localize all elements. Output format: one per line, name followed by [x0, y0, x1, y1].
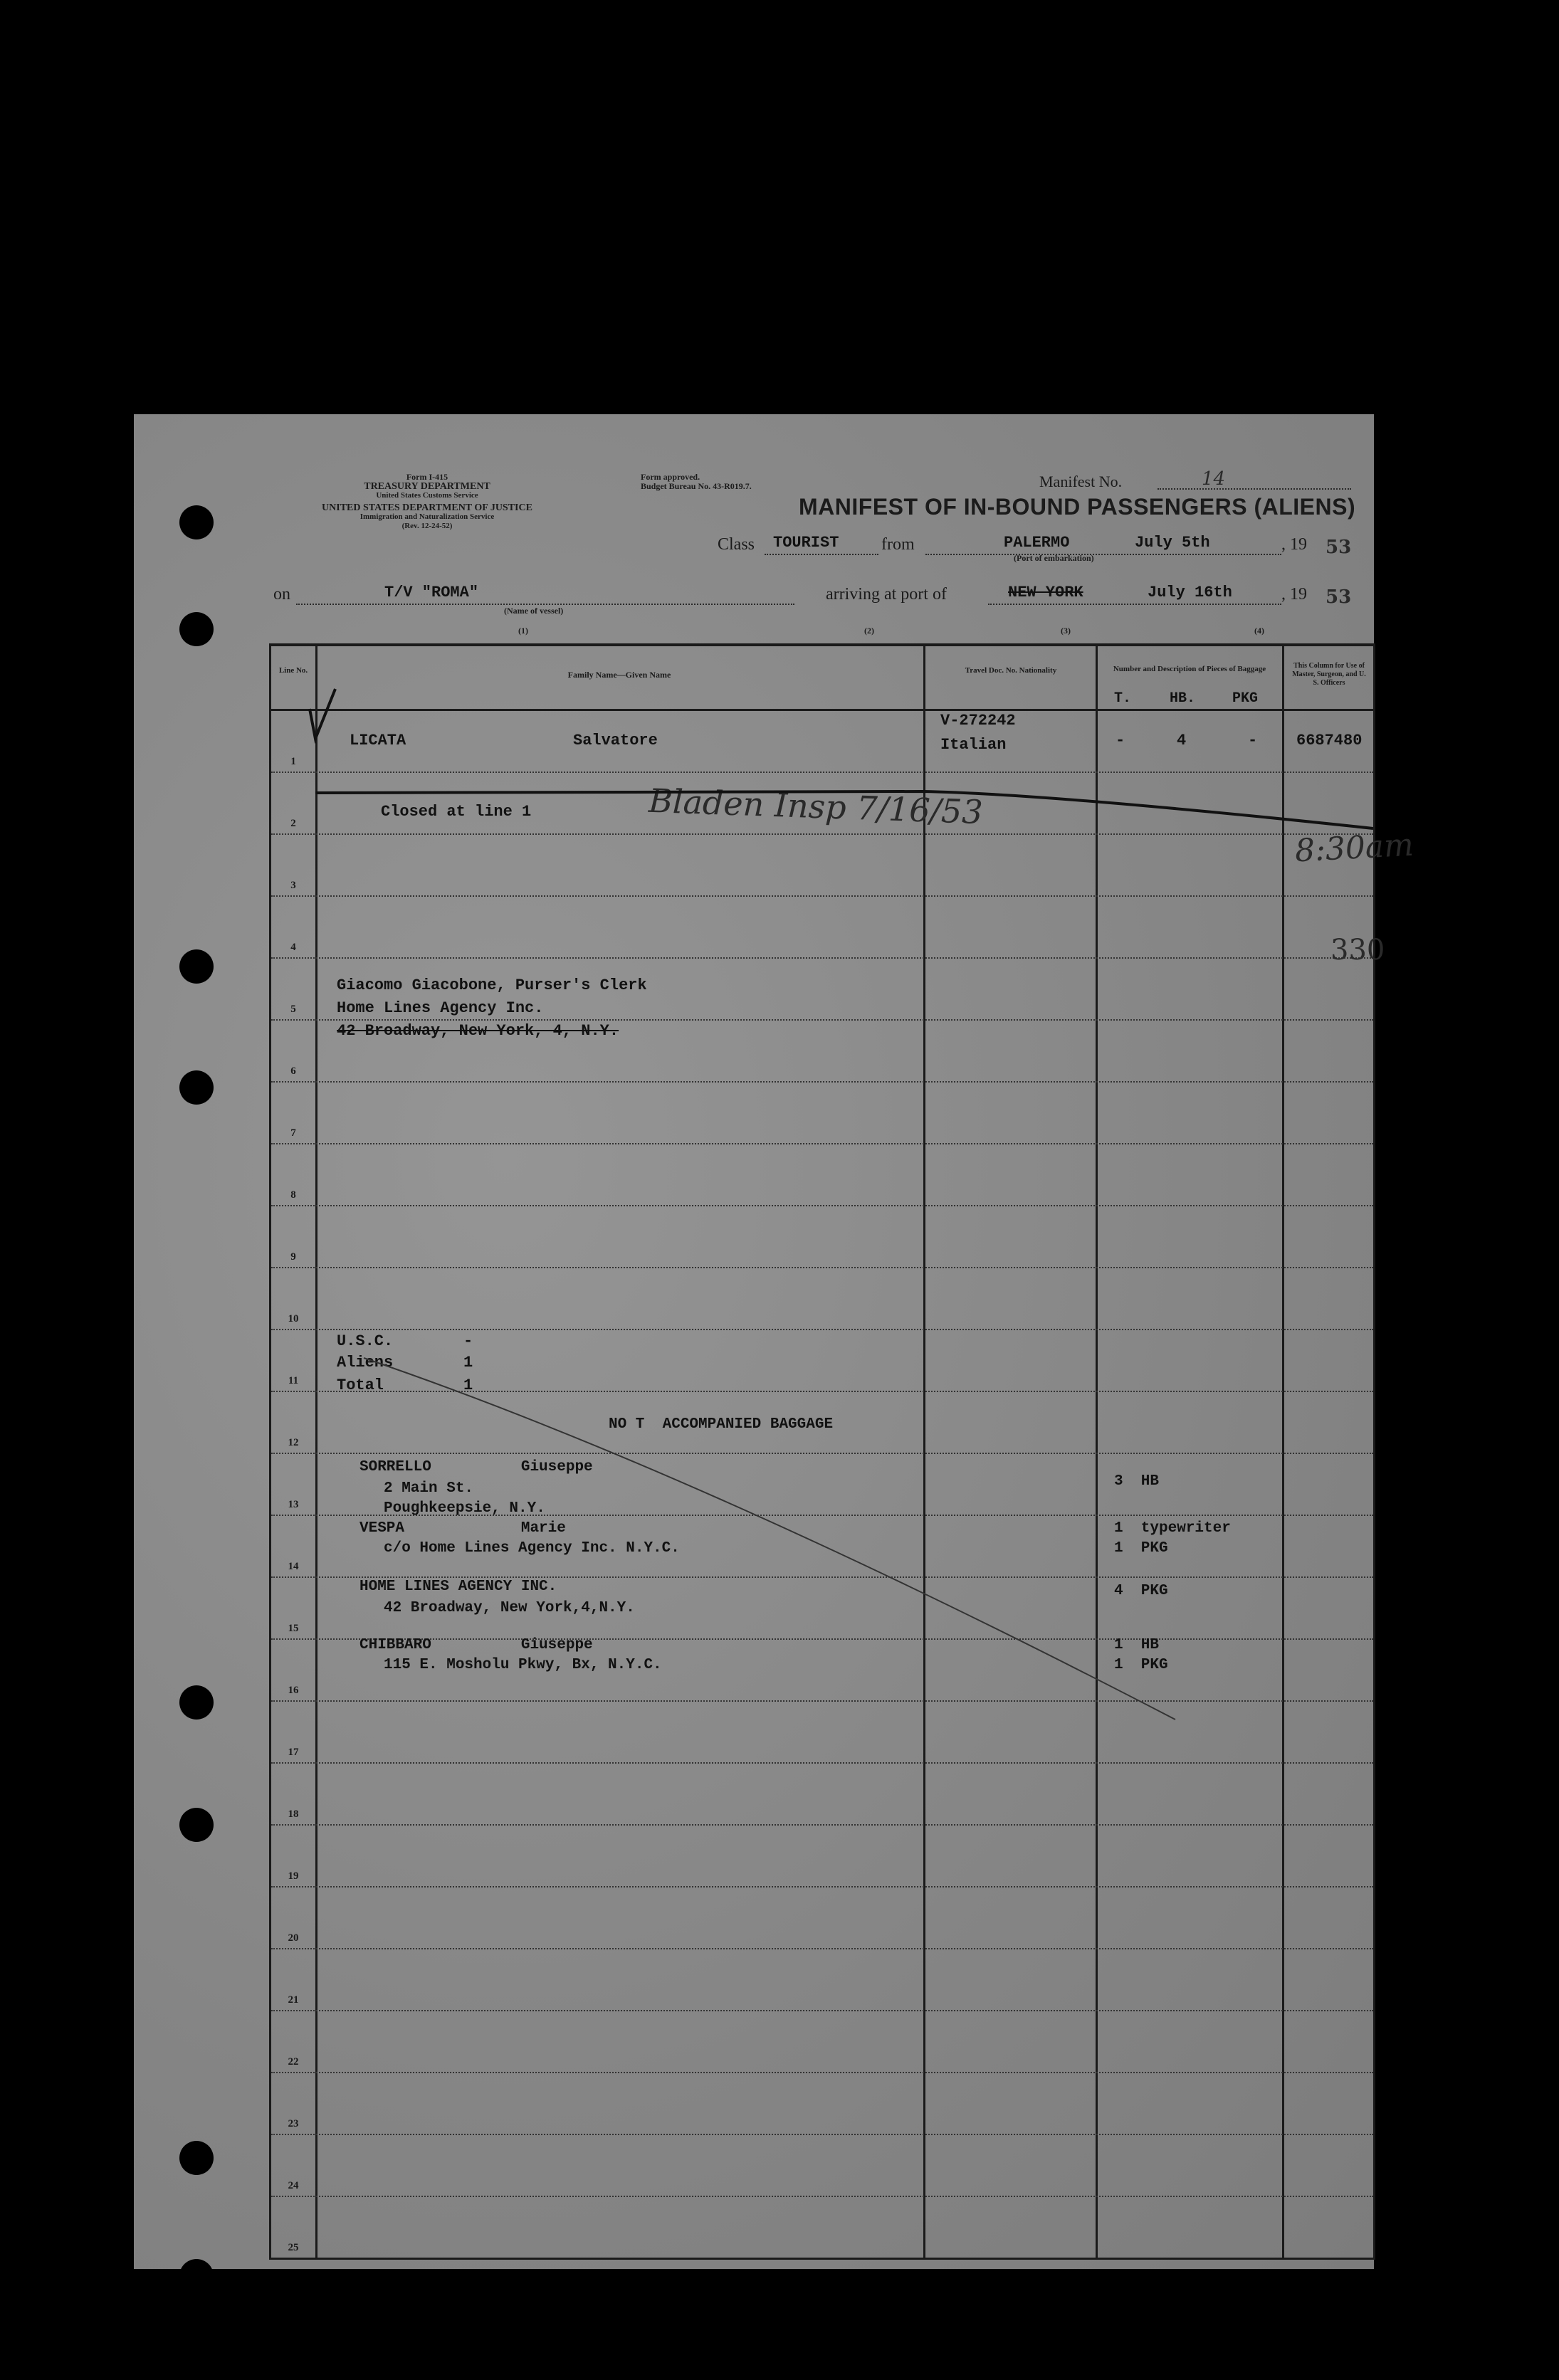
arriving-label: arriving at port of — [826, 585, 947, 604]
row-rule — [271, 1267, 1373, 1268]
row-rule — [271, 1576, 1373, 1578]
total-total-label: Total — [337, 1376, 384, 1394]
vessel-dotline — [296, 604, 794, 605]
unacc-4-address: 115 E. Mosholu Pkwy, Bx, N.Y.C. — [384, 1657, 662, 1673]
manifest-page — [134, 414, 1414, 2269]
vessel-label: (Name of vessel) — [504, 606, 564, 616]
row-number: 11 — [288, 1375, 299, 1386]
passenger-given-name: Salvatore — [573, 732, 658, 749]
row-number: 14 — [288, 1561, 299, 1572]
baggage-pkg: - — [1248, 732, 1258, 749]
class-dotline — [765, 554, 878, 555]
row-number: 12 — [288, 1437, 299, 1448]
header-rule — [271, 709, 1373, 711]
binder-hole — [179, 1808, 214, 1842]
purser-line-1: Giacomo Giacobone, Purser's Clerk — [337, 976, 647, 994]
officer-number: 6687480 — [1296, 732, 1363, 749]
total-total-value: 1 — [463, 1376, 473, 1394]
purser-line-2: Home Lines Agency Inc. — [337, 999, 544, 1017]
row-number: 20 — [288, 1932, 299, 1944]
baggage-sub-t: T. — [1114, 690, 1132, 707]
total-usc-label: U.S.C. — [337, 1332, 394, 1350]
row-rule — [271, 772, 1373, 773]
row-rule — [271, 833, 1373, 835]
unacc-2-bag-2: 1 PKG — [1114, 1540, 1168, 1557]
row-rule — [271, 957, 1373, 959]
row-rule — [271, 1081, 1373, 1083]
row-number: 23 — [288, 2118, 299, 2129]
row-number: 19 — [288, 1870, 299, 1882]
nationality: Italian — [940, 736, 1007, 754]
manifest-table — [269, 643, 1414, 2260]
arrival-date: July 16th — [1148, 584, 1232, 601]
row-rule — [271, 1948, 1373, 1949]
row-number: 7 — [290, 1127, 296, 1139]
agency-header — [256, 473, 598, 531]
row-number: 3 — [290, 880, 296, 891]
col-number-3: (3) — [1061, 626, 1071, 636]
unacc-1-city: Poughkeepsie, N.Y. — [384, 1500, 545, 1517]
unacc-3-name: HOME LINES AGENCY INC. — [359, 1579, 557, 1595]
from-dotline — [925, 554, 1281, 555]
closed-at-line: Closed at line 1 — [381, 803, 532, 821]
row-rule — [271, 1205, 1373, 1206]
row-number: 25 — [288, 2242, 299, 2253]
binder-hole — [179, 1070, 214, 1105]
row-number: 10 — [288, 1313, 299, 1325]
row-number: 9 — [290, 1251, 296, 1263]
class-value: TOURIST — [773, 534, 839, 552]
arrival-year-prefix: , 19 — [1281, 585, 1307, 604]
binder-hole — [179, 505, 214, 539]
binder-hole — [179, 2259, 214, 2293]
unacc-1-name: SORRELLO Giuseppe — [359, 1459, 593, 1475]
binder-hole — [179, 949, 214, 984]
row-number: 2 — [290, 818, 296, 829]
col-number-4: (4) — [1254, 626, 1264, 636]
from-label: from — [881, 535, 915, 554]
customs-service: United States Customs Service — [376, 491, 478, 500]
col-number-2: (2) — [864, 626, 874, 636]
unacc-3-bag: 4 PKG — [1114, 1583, 1168, 1599]
treasury-dept: TREASURY DEPARTMENT — [364, 481, 490, 492]
unacc-4-bag-1: 1 HB — [1114, 1637, 1160, 1653]
col-divider — [1282, 646, 1284, 2258]
form-number: Form I-415 — [406, 472, 448, 482]
class-label: Class — [718, 535, 755, 554]
page-title: MANIFEST OF IN-BOUND PASSENGERS (ALIENS) — [799, 494, 1356, 520]
passenger-family-name: LICATA — [350, 732, 406, 749]
col-number-1: (1) — [518, 626, 528, 636]
revision-date: (Rev. 12-24-52) — [401, 522, 453, 530]
row-number: 21 — [288, 1994, 299, 2006]
row-rule — [271, 1391, 1373, 1392]
from-year: 53 — [1326, 537, 1352, 558]
row-rule — [271, 1762, 1373, 1764]
binder-hole — [179, 1685, 214, 1720]
col-header-name: Family Name—Given Name — [567, 670, 671, 680]
row-number: 17 — [288, 1747, 299, 1758]
form-approved: Form approved. — [641, 472, 700, 482]
arrival-year: 53 — [1326, 586, 1352, 608]
port-embarkation-label: (Port of embarkation) — [1014, 553, 1094, 563]
check-mark — [310, 689, 335, 739]
row-rule — [271, 895, 1373, 897]
total-aliens-label: Aliens — [337, 1354, 394, 1371]
travel-doc-number: V-272242 — [940, 712, 1016, 730]
baggage-sub-hb: HB. — [1170, 690, 1196, 707]
baggage-hb: 4 — [1177, 732, 1187, 749]
from-value: PALERMO — [1004, 534, 1070, 552]
col-divider — [923, 646, 925, 2258]
unacc-2-bag-1: 1 typewriter — [1114, 1520, 1231, 1537]
vessel-name: T/V "ROMA" — [384, 584, 479, 601]
baggage-sub-pkg: PKG — [1232, 690, 1259, 707]
baggage-t: - — [1116, 732, 1125, 749]
row-number: 22 — [288, 2056, 299, 2068]
unacc-2-address: c/o Home Lines Agency Inc. N.Y.C. — [384, 1540, 680, 1557]
unacc-3-address: 42 Broadway, New York,4,N.Y. — [384, 1600, 635, 1616]
row-rule — [271, 1824, 1373, 1826]
unacc-1-address: 2 Main St. — [384, 1480, 474, 1497]
justice-dept: UNITED STATES DEPARTMENT OF JUSTICE — [322, 502, 532, 513]
arrival-port: NEW YORK — [1008, 584, 1083, 601]
row-rule — [271, 1329, 1373, 1330]
row-number: 24 — [288, 2180, 299, 2191]
col-header-baggage: Number and Description of Pieces of Baggage — [1113, 665, 1266, 673]
col-divider — [1096, 646, 1098, 2258]
row-number: 6 — [290, 1065, 296, 1077]
manifest-dotline — [1158, 488, 1351, 490]
manifest-number: 14 — [1202, 468, 1226, 490]
col-divider — [315, 646, 317, 2258]
inspection-time: 8:30am — [1293, 826, 1414, 870]
col-header-line: Line No. — [278, 666, 308, 675]
col-header-officers: This Column for Use of Master, Surgeon, and U. S. Officers — [1292, 662, 1366, 687]
col-header-travel-doc: Travel Doc. No. Nationality — [965, 666, 1057, 675]
inspector-signature: Bladen Insp 7/16/53 — [648, 781, 984, 832]
strike-lines — [271, 646, 1373, 2258]
row-rule — [271, 1019, 1373, 1021]
row-rule — [271, 2196, 1373, 2197]
row-rule — [271, 2010, 1373, 2011]
row-number: 18 — [288, 1808, 299, 1820]
ins-service: Immigration and Naturalization Service — [359, 512, 495, 521]
row-number: 4 — [290, 942, 296, 953]
row-rule — [271, 1886, 1373, 1887]
row-number: 8 — [290, 1189, 296, 1201]
row-rule — [271, 1453, 1373, 1454]
on-label: on — [273, 585, 290, 604]
row-number: 15 — [288, 1623, 299, 1634]
row-rule — [271, 2072, 1373, 2073]
binder-hole — [179, 2141, 214, 2175]
handwritten-number: 330 — [1330, 934, 1385, 967]
unacc-1-bag: 3 HB — [1114, 1473, 1160, 1490]
row-number: 13 — [288, 1499, 299, 1510]
row-rule — [271, 1143, 1373, 1144]
row-number: 1 — [290, 756, 296, 767]
budget-bureau: Budget Bureau No. 43-R019.7. — [641, 481, 752, 491]
from-date: July 5th — [1135, 534, 1210, 552]
manifest-label: Manifest No. — [1039, 473, 1123, 490]
row-number: 5 — [290, 1004, 296, 1015]
unacc-4-bag-2: 1 PKG — [1114, 1657, 1168, 1673]
total-usc-value: - — [463, 1332, 473, 1350]
approval-note — [641, 473, 752, 491]
total-aliens-value: 1 — [463, 1354, 473, 1371]
unacc-2-name: VESPA Marie — [359, 1520, 566, 1537]
row-rule — [271, 1700, 1373, 1702]
unacc-4-name: CHIBBARO Giuseppe — [359, 1637, 593, 1653]
binder-hole — [179, 612, 214, 646]
from-year-prefix: , 19 — [1281, 535, 1307, 554]
arrival-dotline — [988, 604, 1281, 605]
row-rule — [271, 2134, 1373, 2135]
row-number: 16 — [288, 1685, 299, 1696]
unaccompanied-title: NO T ACCOMPANIED BAGGAGE — [609, 1416, 834, 1433]
purser-line-3: 42 Broadway, New York, 4, N.Y. — [337, 1022, 619, 1040]
